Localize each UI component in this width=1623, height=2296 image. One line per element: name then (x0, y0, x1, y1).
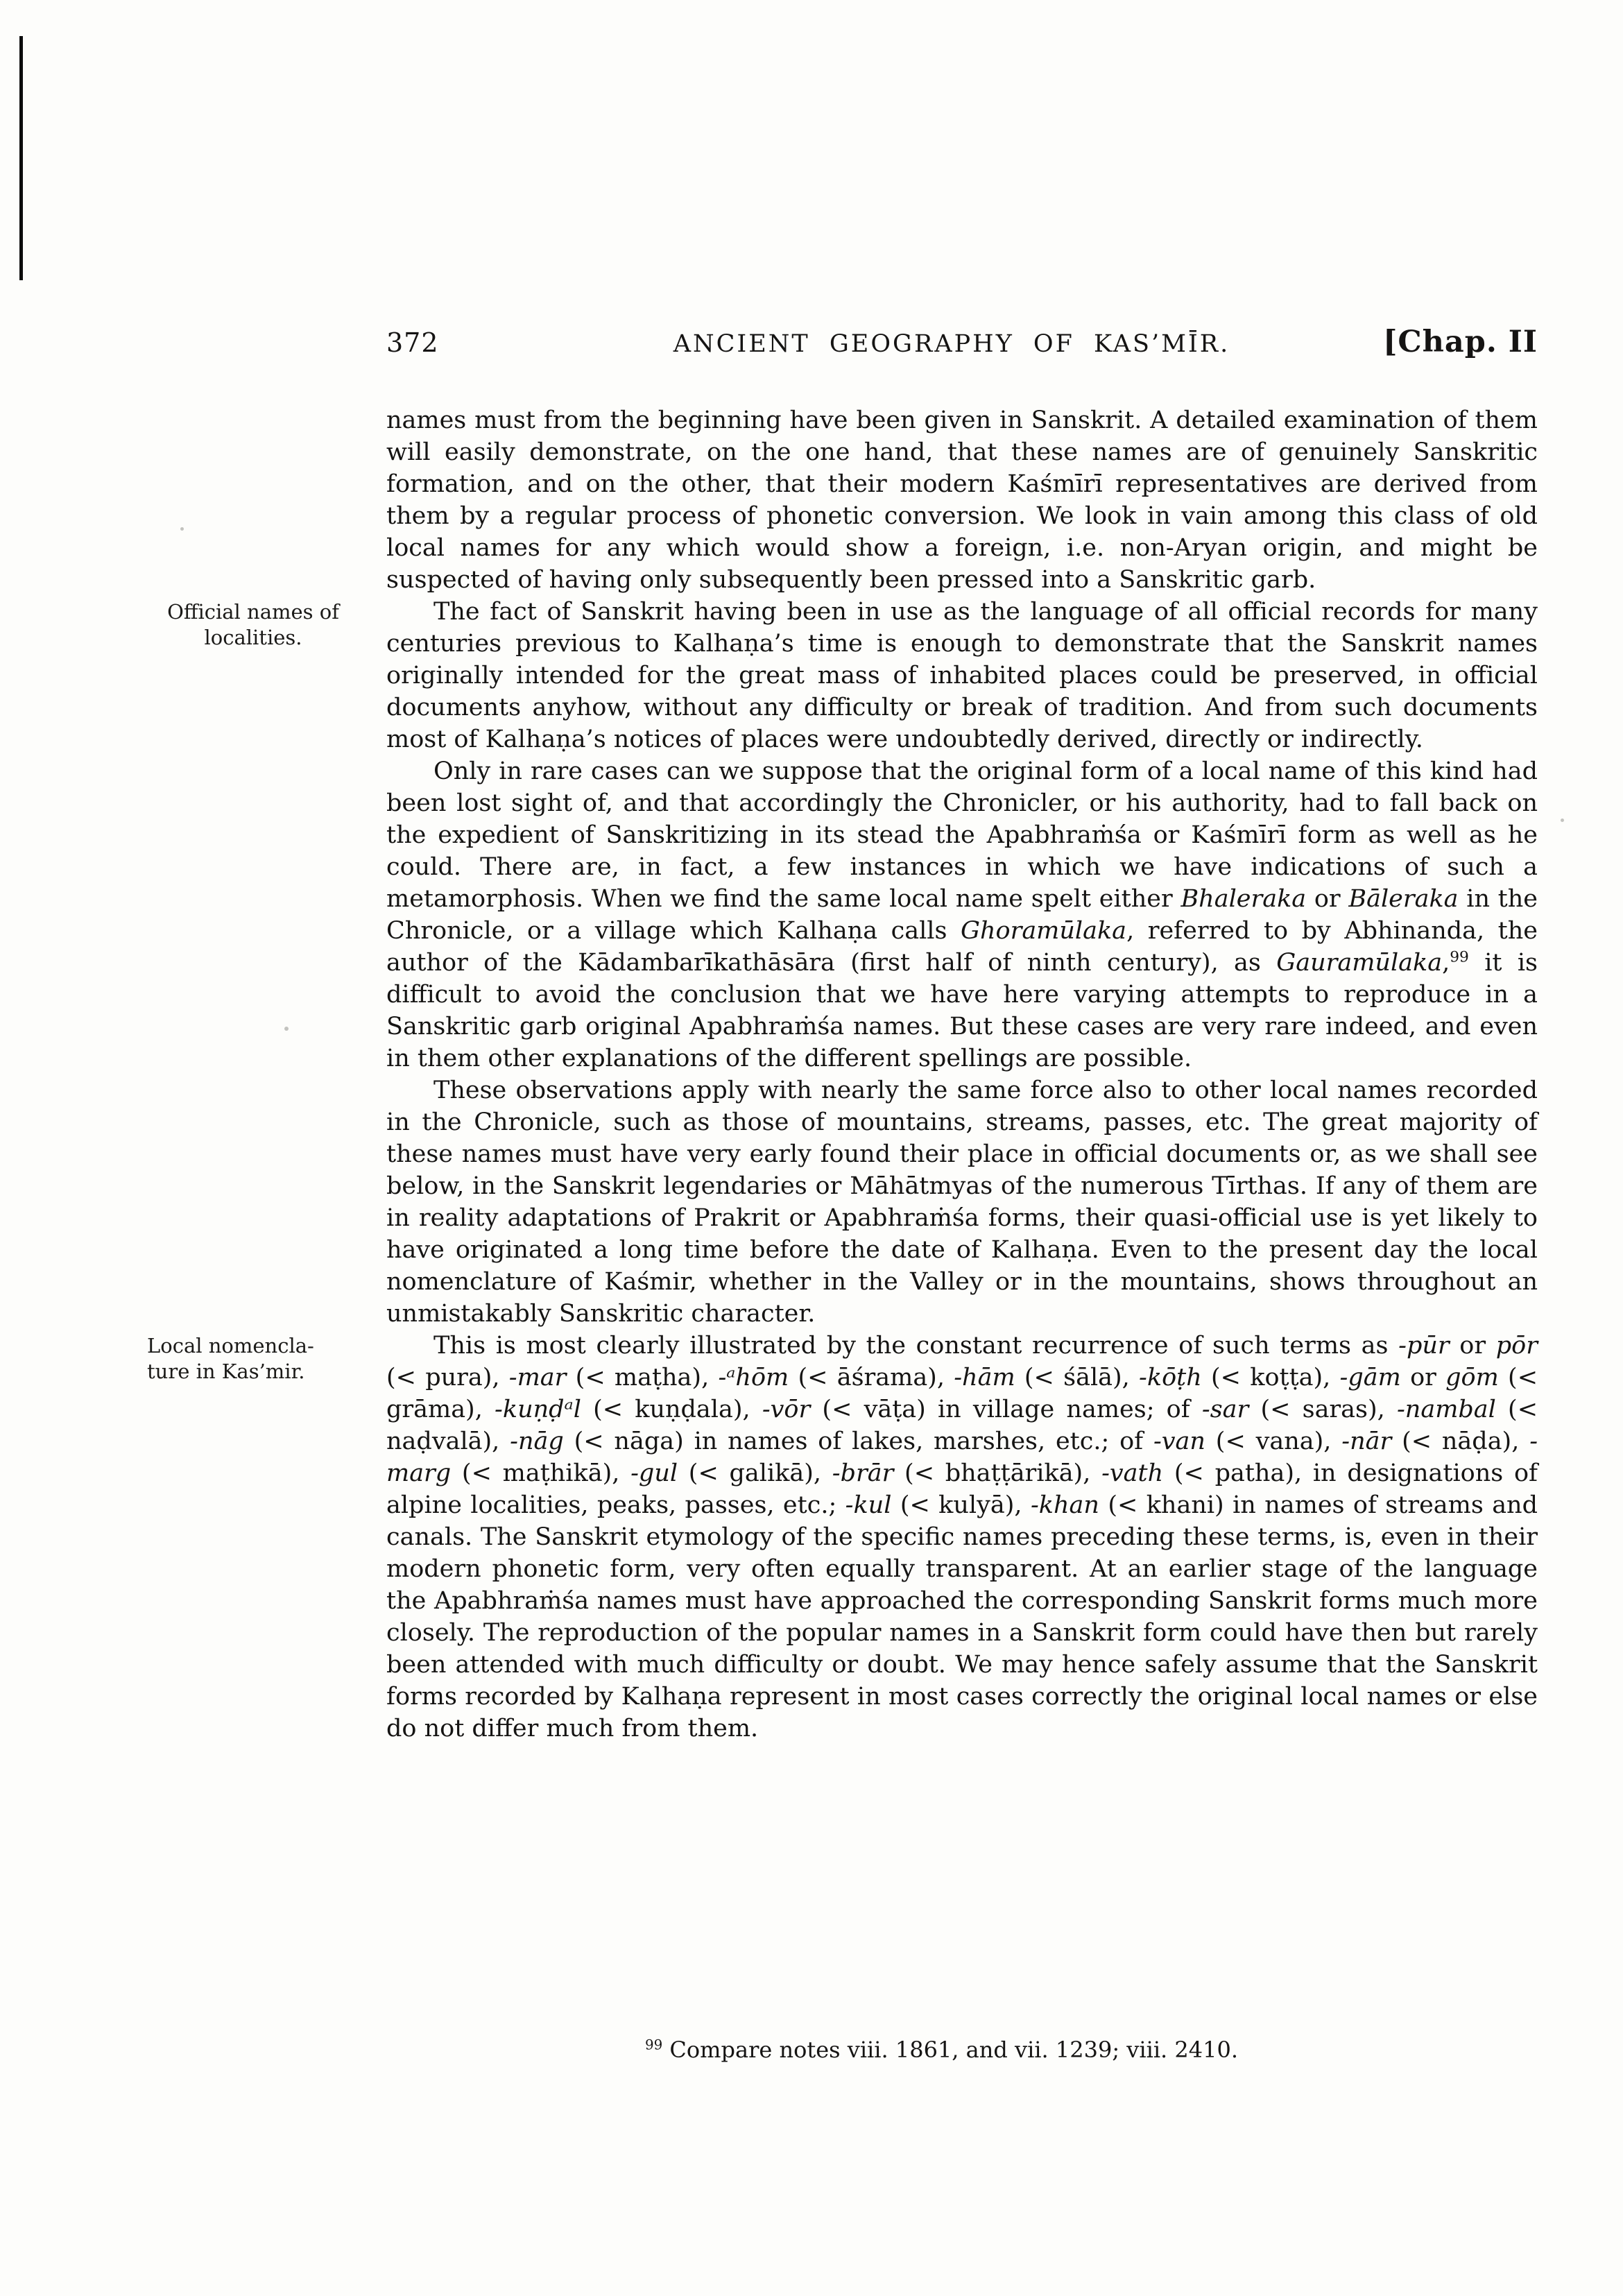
body-paragraph-5 (386, 1330, 1538, 1745)
running-title: ANCIENT GEOGRAPHY OF KAS’MĪR. (673, 330, 1230, 358)
italic-term: -gul (630, 1459, 678, 1487)
body-paragraph-1 (386, 404, 1538, 596)
text-run: (< āśrama), (789, 1364, 954, 1391)
page-header (386, 325, 1538, 359)
italic-term: Ghoramūlaka (961, 917, 1127, 945)
text-run: or (1449, 1332, 1496, 1360)
text-run: (< maṭha), (566, 1364, 719, 1391)
margin-note-line: Local nomencla- (147, 1334, 314, 1357)
scan-speck (180, 527, 184, 531)
body-paragraph-3 (386, 755, 1538, 1074)
italic-term: -gām (1339, 1364, 1401, 1391)
text-run: (< maṭhikā), (451, 1459, 631, 1487)
text-run: This is most clearly illustrated by the constant recurrence of such terms as (433, 1332, 1399, 1360)
italic-term: -marg (386, 1428, 1538, 1487)
text-run: (< patha), in designations of alpine localities, peaks, passes, etc.; (386, 1459, 1538, 1519)
margin-note-official-names (139, 599, 368, 651)
italic-term: -pūr (1398, 1332, 1450, 1360)
text-run: (< kuṇḍala), (581, 1396, 762, 1423)
margin-note-line: Official names of (167, 600, 339, 624)
text-run: Only in rare cases can we suppose that the original form of a local name of this kind had been lost sight of, and that accordingly the Chronicler, or his authority, had to fall back on the expedient of Sanskritizing in its stead the Apabhraṁśa or Kaśmīrī form as well as he could. There are, in fact, a few instances in which we have indications of such a metamorphosis. When we find the same local name spelt either (386, 757, 1538, 913)
text-run: (< vāṭa) in village names; of (810, 1396, 1202, 1423)
text-run: (< vana), (1205, 1428, 1342, 1455)
footnote (645, 2037, 1238, 2063)
text-run: or (1400, 1364, 1446, 1391)
italic-term: -nār (1341, 1428, 1392, 1455)
italic-term: -ᵃhōm (718, 1364, 789, 1391)
text-run: (< khani) in names of streams and canals. The Sanskrit etymology of the specific names preceding these terms, is, even in their modern phonetic form, very often equally transparent. At an earlier stage of the language the Apabhraṁśa names must have approached the corresponding Sanskrit forms much more closely. The reproduction of the popular names in a Sanskrit form could have then but rarely been attended with much difficulty or doubt. We may hence safely assume that the Sanskrit forms recorded by Kalhaṇa represent in most cases correctly the original local names or else do not differ much from them. (386, 1491, 1538, 1742)
text-run: (< nāga) in names of lakes, marshes, etc.; of (563, 1428, 1153, 1455)
text-run: The fact of Sanskrit having been in use as the language of all official records for many centuries previous to Kalhaṇa’s time is enough to demonstrate that the Sanskrit names originally intended for the great mass of inhabited places could be preserved, in official documents anyhow, without any difficulty or break of tradition. And from such documents most of Kalhaṇa’s notices of places were undoubtedly derived, directly or indirectly. (386, 598, 1538, 753)
text-run: (< galikā), (678, 1459, 832, 1487)
footnote-marker: 99 (645, 2037, 663, 2053)
italic-term: -sar (1201, 1396, 1249, 1423)
italic-term: -van (1153, 1428, 1205, 1455)
italic-term: -vōr (762, 1396, 811, 1423)
scan-edge-mark (19, 36, 23, 280)
italic-term: -brār (832, 1459, 894, 1487)
text-run: (< nāḍa), (1391, 1428, 1530, 1455)
italic-term: Bāleraka (1348, 885, 1459, 913)
text-run: These observations apply with nearly the same force also to other local names recorded in the Chronicle, such as those of mountains, streams, passes, etc. The great majority of these names must have very early found their place in official documents or, as we shall see below, in the Sanskrit legendaries or Māhātmyas of the numerous Tīrthas. If any of them are in reality adaptations of Prakrit or Apabhraṁśa forms, their quasi-official use is yet likely to have originated a long time before the date of Kalhaṇa. Even to the present day the local nomenclature of Kaśmir, whether in the Valley or in the mountains, shows throughout an unmistakably Sanskritic character. (386, 1077, 1538, 1328)
text-run: (< kulyā), (891, 1491, 1031, 1519)
margin-note-local-nomenclature (139, 1333, 368, 1385)
text-run: (< grāma), (386, 1364, 1538, 1423)
margin-note-line: localities. (204, 626, 302, 649)
text-run: , referred to by Abhinanda, the author of the Kādambarīkathāsāra (first half of ninth century), as (386, 917, 1538, 977)
text-run: (< pura), (386, 1364, 509, 1391)
italic-term: Gauramūlaka (1276, 949, 1443, 977)
text-run: in the Chronicle, or a village which Kalhaṇa calls (386, 885, 1538, 945)
italic-term: -vath (1101, 1459, 1164, 1487)
body-paragraph-2 (386, 596, 1538, 755)
page-body (386, 404, 1538, 1745)
text-run: (< koṭṭa), (1201, 1364, 1340, 1391)
italic-term: pōr (1495, 1332, 1538, 1360)
page-number: 372 (386, 327, 439, 358)
italic-term: -mar (508, 1364, 567, 1391)
chapter-label: [Chap. II (1383, 325, 1538, 359)
margin-note-line: ture in Kas’mir. (147, 1360, 305, 1383)
text-run: (< naḍvalā), (386, 1396, 1538, 1455)
footnote-text: Compare notes viii. 1861, and vii. 1239; viii. 2410. (669, 2037, 1238, 2063)
italic-term: -nāg (510, 1428, 564, 1455)
italic-term: gōm (1445, 1364, 1499, 1391)
text-run: it is difficult to avoid the conclusion that we have here varying attempts to reproduce in a Sanskritic garb original Apabhraṁśa names. But these cases are very rare indeed, and even in them other explanations of the different spellings are possible. (386, 949, 1538, 1072)
text-run: (< bhaṭṭārikā), (893, 1459, 1102, 1487)
italic-term: -kuṇḍᵃl (495, 1396, 581, 1423)
italic-term: -hām (954, 1364, 1015, 1391)
italic-term: Bhaleraka (1180, 885, 1307, 913)
text-run: (< saras), (1248, 1396, 1397, 1423)
text-run: , (1442, 949, 1450, 977)
italic-term: -kōṭh (1139, 1364, 1202, 1391)
text-run: (< śālā), (1015, 1364, 1140, 1391)
italic-term: -nambal (1396, 1396, 1496, 1423)
footnote-reference: 99 (1450, 948, 1469, 966)
italic-term: -khan (1030, 1491, 1099, 1519)
scan-speck (284, 1027, 289, 1031)
body-paragraph-4 (386, 1074, 1538, 1330)
text-run: or (1306, 885, 1349, 913)
text-run: names must from the beginning have been given in Sanskrit. A detailed examination of them will easily demonstrate, on the one hand, that these names are of genuinely Sanskritic formation, and on the other, that their modern Kaśmīrī representatives are derived from them by a regular process of phonetic conversion. We look in vain among this class of old local names for any which would show a foreign, i.e. non-Aryan origin, and might be suspected of having only subsequently been pressed into a Sanskritic garb. (386, 406, 1538, 594)
scan-speck (1561, 819, 1564, 822)
italic-term: -kul (845, 1491, 892, 1519)
